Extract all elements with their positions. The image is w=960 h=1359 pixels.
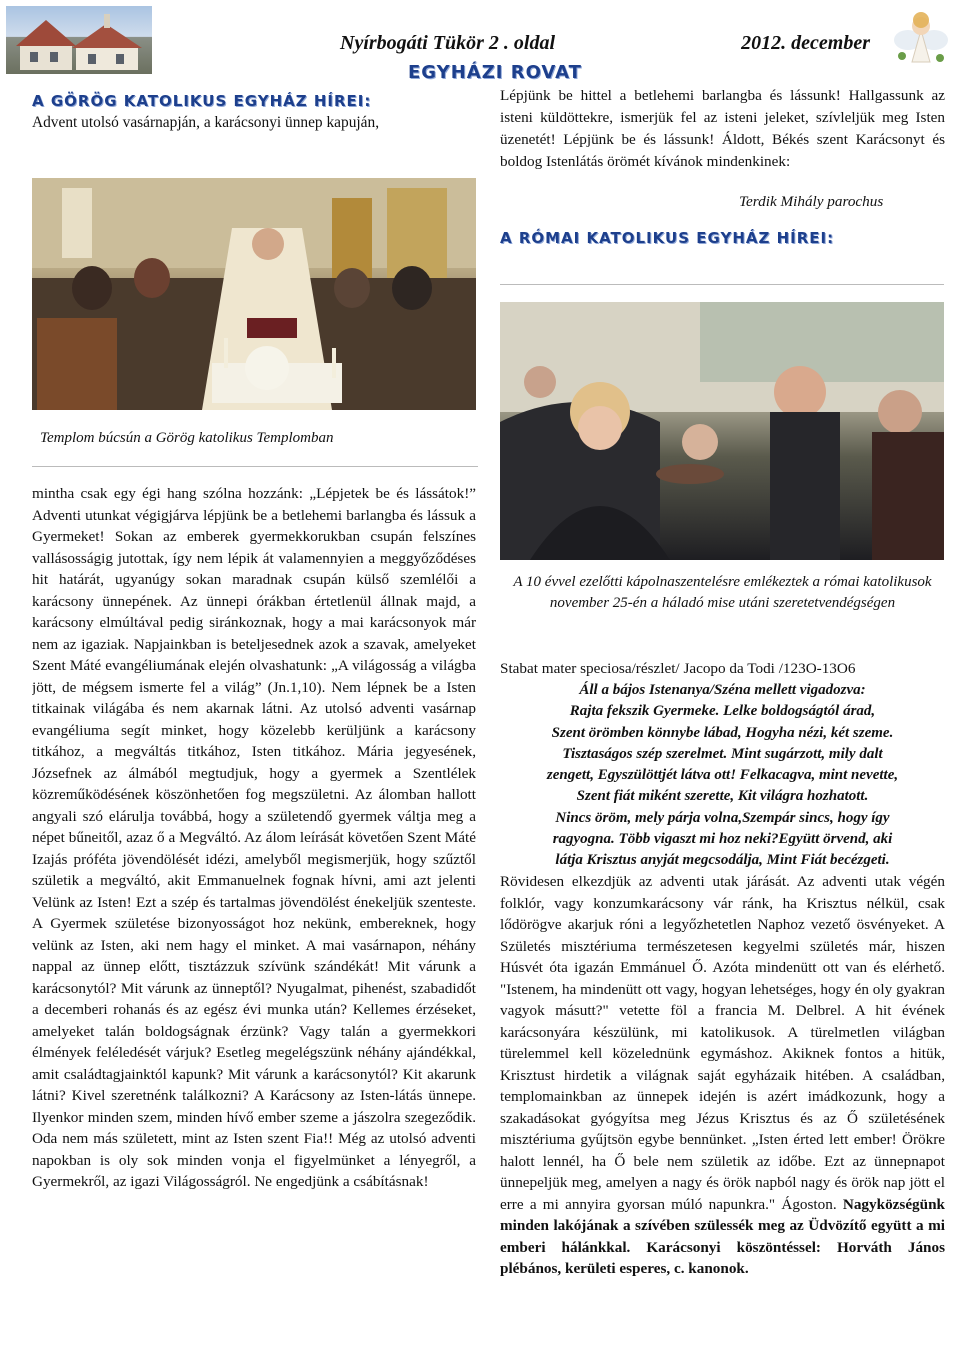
church-building-photo [6,6,152,74]
poem-line: Szent fiát miként szerette, Kit világra hozhatott. [576,788,869,805]
greek-closing-text: Lépjünk be hittel a betlehemi barlangba és lássunk! Hallgassunk az isteni küldöttekre, ismerjük fel az isteni jeleket, szívleljük meg Isten üzenetét! Lépjünk be és lássunk! Áldott, Békés szent Karácsonyt és boldog Istenlátás örömét kívánok mindenkinek: [500,87,945,170]
poem-line: Tisztaságos szép szerelmet. Mint sugárzott, mily dalt [562,745,883,762]
stabat-mater-poem [500,680,945,872]
roman-photo-caption: A 10 évvel ezelőtti kápolnaszentelésre emlékeztek a római katolikusok november 25-én a háladó mise utáni szeretetvendégségen [513,574,932,611]
section-rovat-title: EGYHÁZI ROVAT [408,62,582,83]
poem-source: Stabat mater speciosa/részlet/ Jacopo da Todi /123O-13O6 [500,660,856,677]
poem-line: Rajta fekszik Gyermeke. Lelke boldogságtól árad, [569,703,876,720]
roman-article-body [500,871,945,1357]
right-divider [500,284,944,285]
angel-illustration [888,6,954,66]
church-service-photo [32,178,476,410]
poem-line: ragyogna. Több vigaszt mi hoz neki?Együtt örvend, aki [552,831,893,848]
masthead-title: Nyírbogáti Tükör 2 . oldal [340,32,556,54]
poem-line: zengett, Egyszülöttjét látva ott! Felkacagva, mint nevette, [546,767,899,784]
masthead-date: 2012. december [741,32,870,54]
left-divider [32,466,478,467]
poem-line: látja Krisztus anyját megcsodálja, Mint Fiát becézgeti. [555,852,890,869]
chapel-reception-photo [500,302,944,560]
greek-photo-caption: Templom búcsún a Görög katolikus Templomban [40,430,334,446]
poem-line: Szent örömben könnybe lábad, Hogyha nézi, két szeme. [551,724,894,741]
masthead [340,32,870,58]
greek-catholic-heading: A GÖRÖG KATOLIKUS EGYHÁZ HÍREI: [32,92,372,110]
greek-signature: Terdik Mihály parochus [739,193,884,210]
poem-line: Nincs öröm, mely párja volna,Szempár sincs, hogy így [555,809,890,826]
roman-catholic-heading: A RÓMAI KATOLIKUS EGYHÁZ HÍREI: [500,229,835,247]
greek-article-body: mintha csak egy égi hang szólna hozzánk: „Lépjetek be és lássátok!” Adventi utunkat végigjárva lépjünk be a betlehemi barlangba és lássuk a Gyermeket! Sokan az emberek gyermekkorukban csupán felszínes vallásosságig jutottak, így nem lépik át valamennyien a meggyőződéses hit határát, ugyanúgy sokan maradnak csupán külső szemlélői a karácsony ünnepének. Az ünnepi órákban értetlenül állnak majd, a karácsony elmúltával pedig siránkoznak, hogy a mai karácsonyok már nem az igaziak. Napjainkban is beteljesednek azok a szavak, amelyeket Szent Máté evangéliumának elején olvashatunk: „A világosság a világba jött, de mégsem ismerte fel a világ” (Jn.1,10). Nem lépnek be a Isten titkainak világába és nem akarnak látni. Az utolsó adventi vasárnap evangéliuma segít minket, hogy közelebb kerüljünk a karácsony titkához, a megváltás titkához, Isten titkához. Mária jegyesének, Józsefnek az álmából megtudjuk, hogy a gyermek a Szentlélek közreműködésének köszönhetően fog megszületni. Az álomban hallott angyali szó elárulja továbbá, hogy a születendő gyermek váltja meg a népet bűneitől, azaz ő a Megváltó. Az álom leírását követően Szent Máté Izajás próféta jövendölését idézi, amelyből megismerjük, hogy szűztől születik a megváltó, akit Emmanuelnek fognak hívni, ami azt jelenti Velünk az Isten! Ezt a szép és tartalmas jövendölést énekeljük szenteste. A Gyermek születése bizonyosságot hoz nekünk, embereknek, hogy velünk az Isten, aki nem hagy el minket. A mai vasárnapon, néhány nappal az ünnep előtt, tisztázzuk szívünk szándékát! Mit várunk a karácsonytól? Mit várunk az ünneptől? Nyugalmat, pihenést, szabadidőt a decemberi rohanás és az egész évi munka után? Kellemes érzéseket, amelyeket talán boldogságnak érzünk? Vagy talán a gyermekkori élmények feléledését várjuk? Esetleg megelégszünk néhány ajándékkal, amit családtagjainktól kapunk? Mit várunk a karácsonytól? Kit akarunk látni? Kivel szeretnénk találkozni? A Karácsony az Isten-látás ünnepe. Ilyenkor minden szem, minden hívő ember szeme a jászolra szegeződik. Oda nem más született, mint az Isten szent Fia!! Még az utolsó adventi napokban is oly sok minden vonja el figyelmünket a lényegről, a Gyermekről, az igazi Világosságról. Ne engedjünk a csábításnak! [32,485,476,1190]
greek-intro: Advent utolsó vasárnapján, a karácsonyi ünnep kapuján, [32,114,380,131]
roman-body-text: Rövidesen elkezdjük az adventi utak járását. Az adventi utak végén folklór, vagy konzumkarácsony vár ránk, ha Krisztus nélkül, csak lődörögve akarjuk róni a legyőzhetetlen Naphoz vezető ösvényeket. A Születés misztériuma természetesen kegyelmi születés már, hiszen Húsvét óta igazán Emmánuel Ő. Azóta mindenütt ott van és elérhető. "Istenem, ha mindenütt ott vagy, hogyan lehetséges, hogy én oly gyakran vagyok másutt?" vetette föl a francia M. Delbrel. A hit évének karácsonyára készülünk, mi katolikusok. A türelmetlen világban türelemmel kell közelednünk egymáshoz. Akiknek fontos a hitük, Krisztust hirdetik a világnak saját egyházaik hitében. A családban, templomainkban az ünnepek idején is azért imádkozunk, hogy a szakadásokat gyógyítsa meg Jézus Krisztus és az Ő születésének misztériuma gyűjtsön egybe bennünket. „Isten érted lett ember! Örökre halott lennél, ha Ő bele nem születik az időbe. Ezt az ünnepnapot ünnepeljük meg, amelyen a nagy és örök napból nagy és örök nap jött el erre a mi annyira gyorsan múló napunkra." Ágoston. [500,873,945,1213]
poem-line: Áll a bájos Istenanya/Széna mellett vigadozva: [579,682,866,698]
roman-closing-greeting: Nagyközségünk minden lakójának a szívében szülessék meg az Üdvözítő együtt a mi emberi hálánkkal. Karácsonyi köszöntéssel: Horváth János plébános, kerületi esperes, c. kanonok. [500,1195,945,1277]
